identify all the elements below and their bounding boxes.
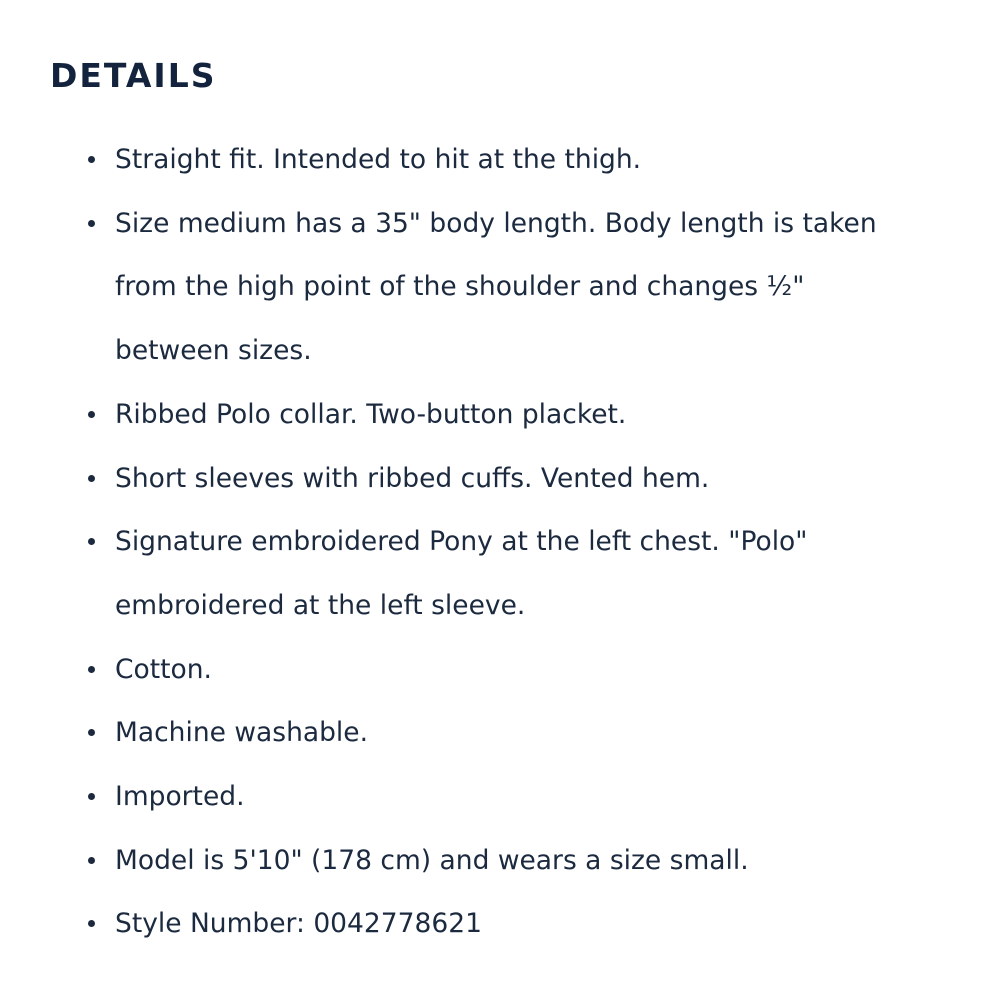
- details-heading: DETAILS: [50, 56, 217, 95]
- detail-item-collar: [88, 383, 888, 447]
- detail-item-origin: [88, 765, 888, 829]
- bullet-icon: [88, 220, 95, 227]
- detail-item-style-number: [88, 892, 888, 956]
- detail-text: Imported.: [115, 781, 245, 813]
- detail-text: Ribbed Polo collar. Two-button placket.: [115, 398, 627, 430]
- detail-item-length: [88, 192, 888, 383]
- detail-text: Size medium has a 35" body length. Body length is taken from the high point of the shoulder and changes ½" between sizes.: [115, 207, 877, 367]
- bullet-icon: [88, 729, 95, 736]
- detail-item-fit: [88, 128, 888, 192]
- detail-item-sleeves: [88, 447, 888, 511]
- detail-text: Machine washable.: [115, 717, 369, 749]
- detail-text: Style Number: 0042778621: [115, 908, 482, 940]
- bullet-icon: [88, 793, 95, 800]
- bullet-icon: [88, 920, 95, 927]
- bullet-icon: [88, 156, 95, 163]
- bullet-icon: [88, 857, 95, 864]
- detail-item-care: [88, 701, 888, 765]
- detail-item-model: [88, 829, 888, 893]
- bullet-icon: [88, 538, 95, 545]
- detail-text: Short sleeves with ribbed cuffs. Vented hem.: [115, 462, 710, 494]
- bullet-icon: [88, 411, 95, 418]
- detail-text: Cotton.: [115, 653, 212, 685]
- detail-item-embroidery: [88, 510, 888, 637]
- detail-text: Model is 5'10" (178 cm) and wears a size small.: [115, 844, 749, 876]
- detail-text: Signature embroidered Pony at the left chest. "Polo" embroidered at the left sleeve.: [115, 526, 808, 621]
- bullet-icon: [88, 475, 95, 482]
- detail-item-material: [88, 638, 888, 702]
- bullet-icon: [88, 666, 95, 673]
- details-section: [50, 52, 950, 940]
- details-list: [88, 128, 888, 956]
- detail-text: Straight fit. Intended to hit at the thigh.: [115, 144, 642, 175]
